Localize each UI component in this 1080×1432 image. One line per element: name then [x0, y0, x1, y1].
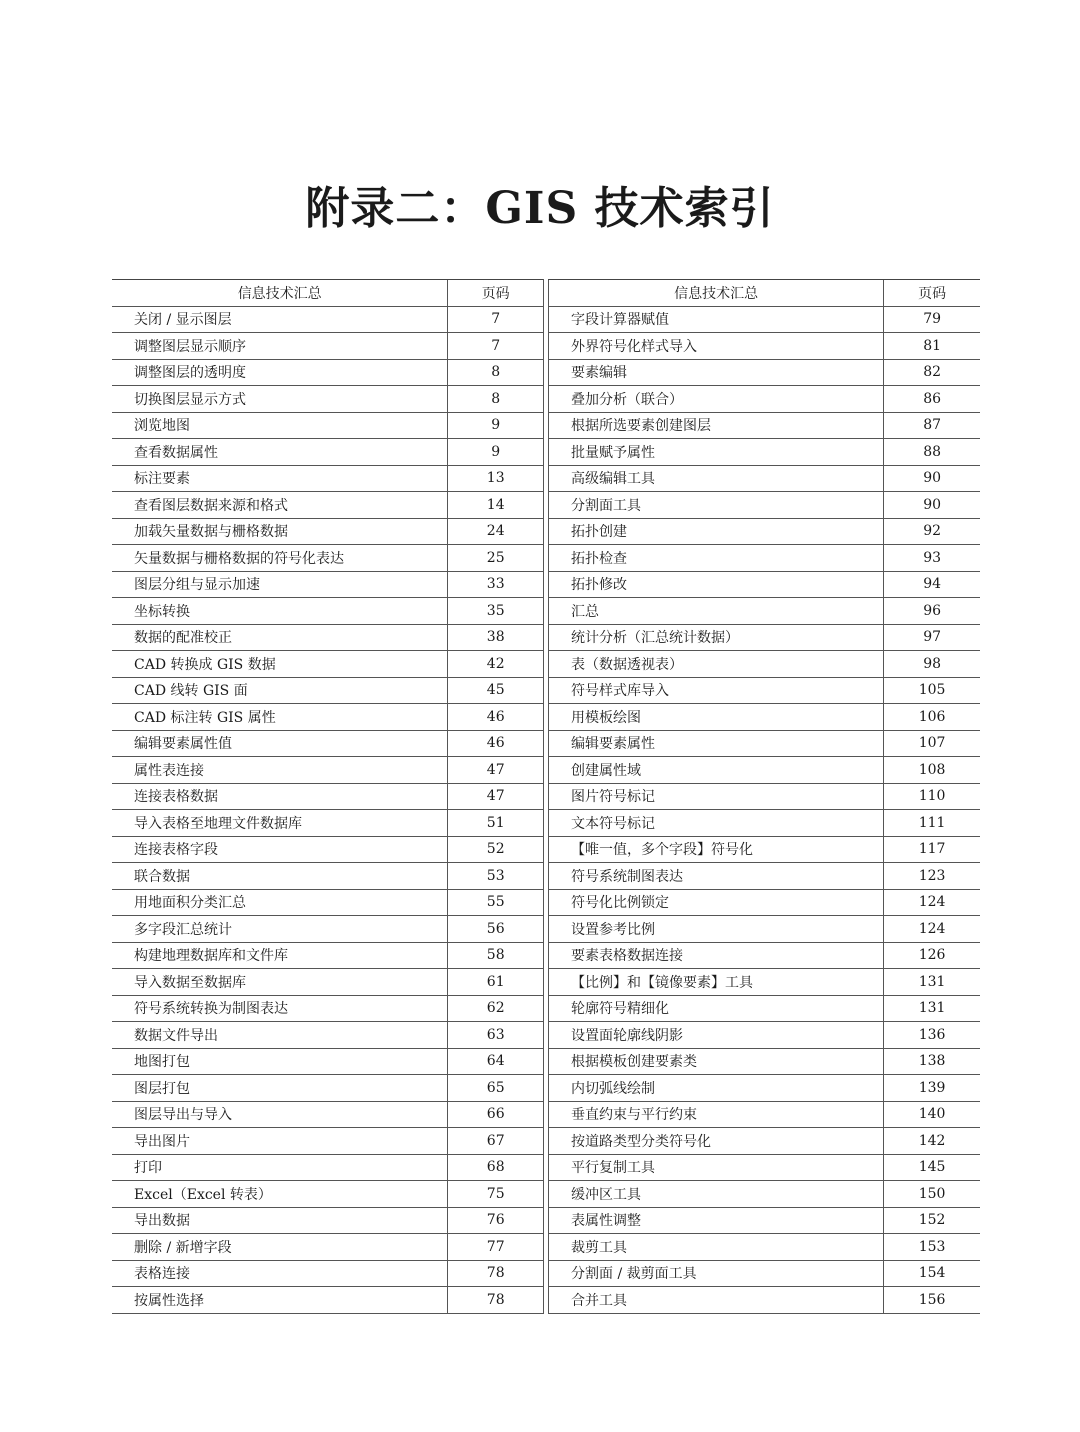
table-row — [549, 1207, 981, 1234]
entry-name: 汇总 — [549, 598, 884, 625]
index-table-right — [548, 279, 980, 1314]
entry-name: 属性表连接 — [112, 757, 448, 784]
column-header-page: 页码 — [448, 280, 544, 307]
entry-name: 拓扑创建 — [549, 518, 884, 545]
entry-page: 79 — [884, 306, 980, 333]
table-row — [549, 1101, 981, 1128]
entry-name: CAD 线转 GIS 面 — [112, 677, 448, 704]
table-row — [549, 439, 981, 466]
entry-name: 加载矢量数据与栅格数据 — [112, 518, 448, 545]
entry-name: 打印 — [112, 1154, 448, 1181]
entry-name: 多字段汇总统计 — [112, 916, 448, 943]
entry-name: 拓扑检查 — [549, 545, 884, 572]
entry-page: 47 — [448, 783, 544, 810]
entry-name: 坐标转换 — [112, 598, 448, 625]
entry-page: 106 — [884, 704, 980, 731]
entry-page: 25 — [448, 545, 544, 572]
entry-page: 152 — [884, 1207, 980, 1234]
entry-name: 批量赋予属性 — [549, 439, 884, 466]
entry-page: 53 — [448, 863, 544, 890]
entry-name: 设置面轮廓线阴影 — [549, 1022, 884, 1049]
table-row — [112, 465, 544, 492]
entry-page: 82 — [884, 359, 980, 386]
entry-page: 90 — [884, 492, 980, 519]
entry-name: CAD 转换成 GIS 数据 — [112, 651, 448, 678]
table-row — [549, 889, 981, 916]
entry-name: 要素编辑 — [549, 359, 884, 386]
entry-name: 矢量数据与栅格数据的符号化表达 — [112, 545, 448, 572]
entry-name: 用模板绘图 — [549, 704, 884, 731]
entry-name: 拓扑修改 — [549, 571, 884, 598]
table-row — [112, 386, 544, 413]
column-header-page: 页码 — [884, 280, 980, 307]
entry-page: 56 — [448, 916, 544, 943]
table-row — [549, 783, 981, 810]
entry-page: 77 — [448, 1234, 544, 1261]
entry-name: 删除 / 新增字段 — [112, 1234, 448, 1261]
table-row — [549, 359, 981, 386]
table-row — [549, 386, 981, 413]
entry-name: 平行复制工具 — [549, 1154, 884, 1181]
table-row — [112, 306, 544, 333]
entry-name: 标注要素 — [112, 465, 448, 492]
entry-page: 35 — [448, 598, 544, 625]
table-row — [549, 704, 981, 731]
table-row — [549, 545, 981, 572]
entry-page: 110 — [884, 783, 980, 810]
table-row — [112, 1260, 544, 1287]
entry-page: 140 — [884, 1101, 980, 1128]
entry-page: 105 — [884, 677, 980, 704]
table-row — [112, 1181, 544, 1208]
entry-name: 图片符号标记 — [549, 783, 884, 810]
entry-name: 设置参考比例 — [549, 916, 884, 943]
table-row — [549, 333, 981, 360]
entry-page: 13 — [448, 465, 544, 492]
entry-name: 符号系统制图表达 — [549, 863, 884, 890]
table-row — [112, 810, 544, 837]
entry-name: 轮廓符号精细化 — [549, 995, 884, 1022]
table-row — [549, 1022, 981, 1049]
entry-name: 按属性选择 — [112, 1287, 448, 1314]
entry-name: 地图打包 — [112, 1048, 448, 1075]
entry-page: 126 — [884, 942, 980, 969]
entry-page: 136 — [884, 1022, 980, 1049]
table-row — [549, 598, 981, 625]
table-row — [112, 359, 544, 386]
table-row — [112, 1287, 544, 1314]
entry-page: 33 — [448, 571, 544, 598]
table-row — [112, 1207, 544, 1234]
table-row — [549, 306, 981, 333]
table-row — [549, 1287, 981, 1314]
table-row — [112, 836, 544, 863]
entry-name: 外界符号化样式导入 — [549, 333, 884, 360]
entry-name: 高级编辑工具 — [549, 465, 884, 492]
table-row — [112, 1075, 544, 1102]
table-row — [549, 1128, 981, 1155]
entry-name: 裁剪工具 — [549, 1234, 884, 1261]
entry-page: 75 — [448, 1181, 544, 1208]
entry-page: 88 — [884, 439, 980, 466]
entry-name: 用地面积分类汇总 — [112, 889, 448, 916]
entry-page: 86 — [884, 386, 980, 413]
entry-name: 根据所选要素创建图层 — [549, 412, 884, 439]
entry-page: 42 — [448, 651, 544, 678]
entry-name: 分割面 / 裁剪面工具 — [549, 1260, 884, 1287]
table-row — [549, 863, 981, 890]
table-row — [112, 1128, 544, 1155]
index-table-left — [112, 279, 544, 1314]
table-row — [549, 836, 981, 863]
entry-page: 108 — [884, 757, 980, 784]
table-row — [549, 412, 981, 439]
table-row — [549, 1154, 981, 1181]
entry-page: 24 — [448, 518, 544, 545]
entry-page: 87 — [884, 412, 980, 439]
entry-name: 图层打包 — [112, 1075, 448, 1102]
entry-name: 符号系统转换为制图表达 — [112, 995, 448, 1022]
entry-name: 编辑要素属性 — [549, 730, 884, 757]
table-row — [112, 704, 544, 731]
entry-name: 【唯一值，多个字段】符号化 — [549, 836, 884, 863]
table-row — [112, 1154, 544, 1181]
entry-page: 90 — [884, 465, 980, 492]
entry-name: 要素表格数据连接 — [549, 942, 884, 969]
entry-name: 联合数据 — [112, 863, 448, 890]
table-row — [549, 1048, 981, 1075]
entry-name: 统计分析（汇总统计数据） — [549, 624, 884, 651]
table-row — [549, 757, 981, 784]
entry-name: 数据的配准校正 — [112, 624, 448, 651]
table-header-row — [549, 280, 981, 307]
entry-page: 131 — [884, 969, 980, 996]
table-row — [112, 439, 544, 466]
entry-name: 数据文件导出 — [112, 1022, 448, 1049]
entry-page: 8 — [448, 386, 544, 413]
entry-name: 表（数据透视表） — [549, 651, 884, 678]
entry-name: 表格连接 — [112, 1260, 448, 1287]
page-title: 附录二：GIS 技术索引 — [305, 183, 775, 234]
table-row — [112, 1101, 544, 1128]
entry-page: 124 — [884, 916, 980, 943]
entry-name: 创建属性域 — [549, 757, 884, 784]
entry-name: 连接表格数据 — [112, 783, 448, 810]
entry-name: 编辑要素属性值 — [112, 730, 448, 757]
entry-page: 117 — [884, 836, 980, 863]
entry-name: 图层导出与导入 — [112, 1101, 448, 1128]
index-table-right-body — [549, 306, 981, 1313]
table-row — [549, 571, 981, 598]
entry-name: 根据模板创建要素类 — [549, 1048, 884, 1075]
entry-page: 58 — [448, 942, 544, 969]
entry-page: 7 — [448, 333, 544, 360]
table-row — [549, 1260, 981, 1287]
entry-page: 47 — [448, 757, 544, 784]
entry-page: 68 — [448, 1154, 544, 1181]
table-row — [549, 995, 981, 1022]
entry-page: 52 — [448, 836, 544, 863]
entry-page: 55 — [448, 889, 544, 916]
entry-page: 66 — [448, 1101, 544, 1128]
entry-name: 查看图层数据来源和格式 — [112, 492, 448, 519]
entry-name: 构建地理数据库和文件库 — [112, 942, 448, 969]
index-table-left-body — [112, 306, 544, 1313]
entry-page: 65 — [448, 1075, 544, 1102]
entry-page: 9 — [448, 439, 544, 466]
table-row — [112, 969, 544, 996]
entry-page: 81 — [884, 333, 980, 360]
entry-page: 76 — [448, 1207, 544, 1234]
table-row — [549, 969, 981, 996]
table-row — [549, 916, 981, 943]
entry-name: 关闭 / 显示图层 — [112, 306, 448, 333]
entry-name: 调整图层的透明度 — [112, 359, 448, 386]
entry-name: 导出数据 — [112, 1207, 448, 1234]
entry-name: 导出图片 — [112, 1128, 448, 1155]
entry-name: 合并工具 — [549, 1287, 884, 1314]
entry-name: 导入数据至数据库 — [112, 969, 448, 996]
table-row — [549, 465, 981, 492]
table-row — [112, 333, 544, 360]
entry-page: 139 — [884, 1075, 980, 1102]
entry-name: 【比例】和【镜像要素】工具 — [549, 969, 884, 996]
table-row — [112, 1022, 544, 1049]
table-row — [112, 677, 544, 704]
entry-page: 9 — [448, 412, 544, 439]
table-row — [549, 1181, 981, 1208]
column-header-name: 信息技术汇总 — [112, 280, 448, 307]
table-row — [112, 863, 544, 890]
table-row — [112, 412, 544, 439]
table-row — [549, 1234, 981, 1261]
table-row — [549, 492, 981, 519]
entry-name: 叠加分析（联合） — [549, 386, 884, 413]
entry-name: 内切弧线绘制 — [549, 1075, 884, 1102]
table-row — [549, 651, 981, 678]
entry-page: 156 — [884, 1287, 980, 1314]
entry-page: 145 — [884, 1154, 980, 1181]
entry-name: 符号化比例锁定 — [549, 889, 884, 916]
table-row — [549, 518, 981, 545]
table-row — [549, 1075, 981, 1102]
table-row — [112, 995, 544, 1022]
table-row — [112, 545, 544, 572]
entry-page: 142 — [884, 1128, 980, 1155]
table-row — [112, 916, 544, 943]
table-row — [112, 651, 544, 678]
table-row — [549, 942, 981, 969]
table-row — [112, 889, 544, 916]
entry-name: 缓冲区工具 — [549, 1181, 884, 1208]
entry-page: 63 — [448, 1022, 544, 1049]
entry-page: 78 — [448, 1260, 544, 1287]
entry-page: 138 — [884, 1048, 980, 1075]
entry-name: 切换图层显示方式 — [112, 386, 448, 413]
entry-page: 46 — [448, 704, 544, 731]
entry-page: 93 — [884, 545, 980, 572]
table-row — [112, 942, 544, 969]
table-row — [549, 677, 981, 704]
entry-page: 107 — [884, 730, 980, 757]
entry-page: 45 — [448, 677, 544, 704]
table-row — [112, 730, 544, 757]
entry-name: 调整图层显示顺序 — [112, 333, 448, 360]
entry-page: 46 — [448, 730, 544, 757]
entry-page: 92 — [884, 518, 980, 545]
entry-page: 94 — [884, 571, 980, 598]
entry-page: 97 — [884, 624, 980, 651]
column-header-name: 信息技术汇总 — [549, 280, 884, 307]
table-row — [112, 783, 544, 810]
table-row — [112, 1048, 544, 1075]
entry-name: CAD 标注转 GIS 属性 — [112, 704, 448, 731]
entry-page: 62 — [448, 995, 544, 1022]
entry-page: 98 — [884, 651, 980, 678]
entry-page: 61 — [448, 969, 544, 996]
entry-name: 查看数据属性 — [112, 439, 448, 466]
table-row — [112, 624, 544, 651]
entry-page: 150 — [884, 1181, 980, 1208]
entry-name: 垂直约束与平行约束 — [549, 1101, 884, 1128]
table-row — [112, 1234, 544, 1261]
entry-page: 51 — [448, 810, 544, 837]
table-row — [112, 757, 544, 784]
entry-page: 153 — [884, 1234, 980, 1261]
entry-name: 符号样式库导入 — [549, 677, 884, 704]
entry-page: 96 — [884, 598, 980, 625]
table-row — [549, 810, 981, 837]
entry-page: 7 — [448, 306, 544, 333]
table-row — [112, 598, 544, 625]
entry-page: 111 — [884, 810, 980, 837]
entry-page: 124 — [884, 889, 980, 916]
entry-name: 导入表格至地理文件数据库 — [112, 810, 448, 837]
entry-name: 图层分组与显示加速 — [112, 571, 448, 598]
entry-page: 154 — [884, 1260, 980, 1287]
table-row — [112, 492, 544, 519]
entry-page: 8 — [448, 359, 544, 386]
table-header-row — [112, 280, 544, 307]
entry-name: 浏览地图 — [112, 412, 448, 439]
entry-page: 38 — [448, 624, 544, 651]
table-row — [549, 624, 981, 651]
table-row — [549, 730, 981, 757]
entry-page: 67 — [448, 1128, 544, 1155]
entry-page: 64 — [448, 1048, 544, 1075]
entry-page: 14 — [448, 492, 544, 519]
entry-page: 78 — [448, 1287, 544, 1314]
entry-name: 分割面工具 — [549, 492, 884, 519]
table-row — [112, 518, 544, 545]
table-row — [112, 571, 544, 598]
entry-page: 131 — [884, 995, 980, 1022]
entry-name: 表属性调整 — [549, 1207, 884, 1234]
entry-name: 文本符号标记 — [549, 810, 884, 837]
entry-name: 字段计算器赋值 — [549, 306, 884, 333]
entry-page: 123 — [884, 863, 980, 890]
entry-name: 按道路类型分类符号化 — [549, 1128, 884, 1155]
entry-name: Excel（Excel 转表） — [112, 1181, 448, 1208]
entry-name: 连接表格字段 — [112, 836, 448, 863]
